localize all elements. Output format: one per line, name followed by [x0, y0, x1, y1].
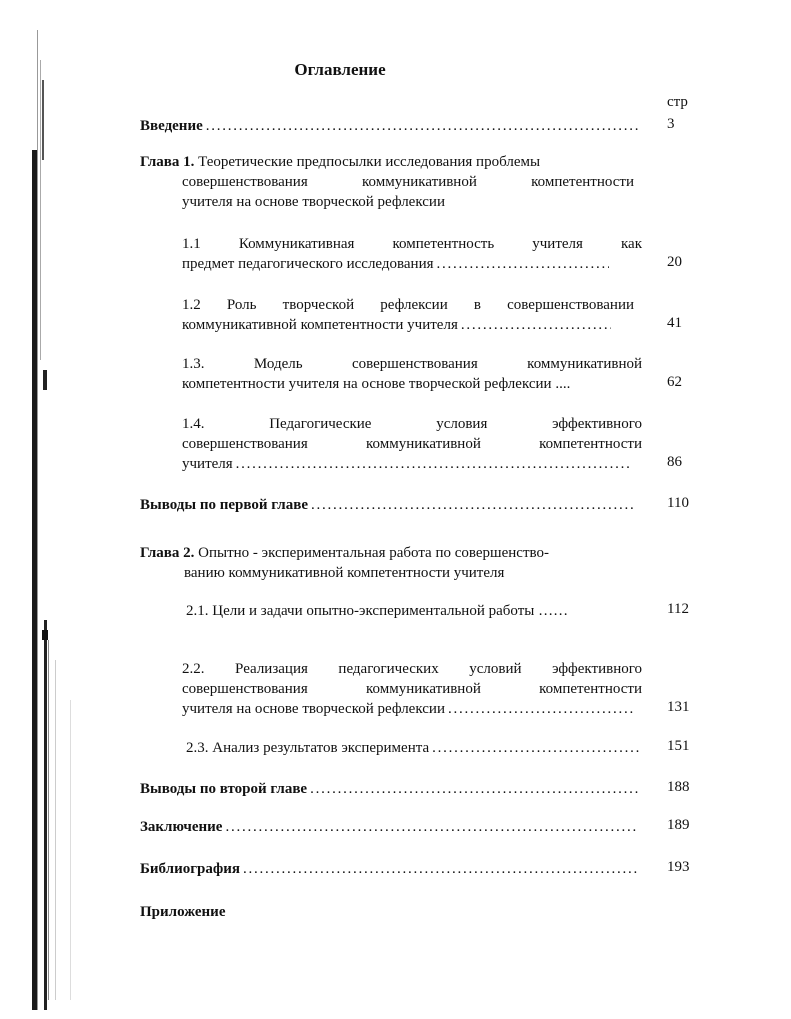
toc-page-number: 131 [667, 699, 690, 715]
toc-leader-dots [206, 116, 639, 136]
toc-entry-appendix[interactable] [140, 902, 225, 922]
toc-entry-conclusions-2[interactable] [140, 779, 642, 799]
toc-entry-bibliography[interactable] [140, 859, 642, 879]
section-title-line: 2.3. Анализ результатов эксперимента [186, 740, 430, 756]
toc-section-1-4[interactable] [182, 414, 642, 474]
toc-section-2-1[interactable] [186, 601, 646, 621]
toc-section-2-2[interactable] [182, 659, 642, 719]
chapter-label: Глава 2. [140, 545, 195, 561]
toc-leader-dots [437, 254, 609, 274]
toc-label: Введение [140, 118, 203, 134]
chapter-title-line: ванию коммуникативной компетентности учителя [184, 565, 505, 581]
section-title-line: совершенствования коммуникативной компетентности [182, 436, 642, 452]
toc-page-number: 112 [667, 601, 689, 617]
chapter-title-line: Опытно - экспериментальная работа по совершенство- [198, 545, 549, 561]
chapter-label: Глава 1. [140, 154, 195, 170]
toc-section-2-3[interactable] [186, 738, 644, 758]
toc-chapter-1[interactable] [140, 152, 642, 212]
chapter-title-line: учителя на основе творческой рефлексии [182, 194, 445, 210]
toc-page-number: 41 [667, 315, 682, 331]
toc-section-1-1[interactable] [182, 234, 642, 274]
toc-page-number: 62 [667, 374, 682, 390]
chapter-title-line: совершенствования коммуникативной компетентности [182, 174, 634, 190]
toc-entry-conclusions-1[interactable] [140, 495, 636, 515]
toc-leader-dots [243, 859, 639, 879]
toc-label: Выводы по второй главе [140, 781, 308, 797]
toc-leader-dots [432, 738, 641, 758]
toc-page-number: 3 [667, 116, 675, 132]
toc-label: Приложение [140, 904, 226, 920]
chapter-title-line: Теоретические предпосылки исследования проблемы [198, 154, 541, 170]
section-title-line: 1.4. Педагогические условия эффективного [182, 416, 642, 432]
toc-chapter-2[interactable] [140, 543, 642, 583]
section-title-line: 2.1. Цели и задачи опытно-экспериментальной работы …… [186, 603, 569, 619]
toc-page-number: 86 [667, 454, 682, 470]
toc-leader-dots [461, 315, 611, 335]
toc-leader-dots [225, 817, 639, 837]
toc-leader-dots [310, 779, 639, 799]
toc-leader-dots [236, 454, 631, 474]
toc-page-number: 193 [667, 859, 690, 875]
toc-leader-dots [311, 495, 633, 515]
section-title-line: 2.2. Реализация педагогических условий эффективного [182, 661, 642, 677]
toc-leader-dots [448, 699, 635, 719]
toc-section-1-3[interactable] [182, 354, 642, 394]
toc-page-number: 189 [667, 817, 690, 833]
toc-label: Заключение [140, 819, 223, 835]
page-title: Оглавление [294, 60, 386, 79]
toc-entry-conclusion[interactable] [140, 817, 642, 837]
toc-page-number: 151 [667, 738, 690, 754]
toc-entry-intro[interactable] [140, 116, 642, 136]
section-title-line: коммуникативной компетентности учителя [182, 317, 458, 333]
section-title-line: 1.2 Роль творческой рефлексии в совершенствовании [182, 297, 634, 313]
toc-section-1-2[interactable] [182, 295, 634, 335]
toc-page-number: 110 [667, 495, 689, 511]
page-column-header: стр [667, 94, 688, 110]
toc-page-number: 20 [667, 254, 682, 270]
section-title-line: учителя на основе творческой рефлексии [182, 701, 445, 717]
section-title-line: компетентности учителя на основе творческой рефлексии .... [182, 376, 571, 392]
section-title-line: 1.1 Коммуникативная компетентность учителя как [182, 236, 642, 252]
section-title-line: предмет педагогического исследования [182, 256, 434, 272]
scan-edge-artifact [0, 0, 90, 1019]
toc-label: Библиография [140, 861, 241, 877]
section-title-line: совершенствования коммуникативной компетентности [182, 681, 642, 697]
section-title-line: 1.3. Модель совершенствования коммуникативной [182, 356, 642, 372]
toc-label: Выводы по первой главе [140, 497, 308, 513]
section-title-line: учителя [182, 456, 233, 472]
toc-page-number: 188 [667, 779, 690, 795]
